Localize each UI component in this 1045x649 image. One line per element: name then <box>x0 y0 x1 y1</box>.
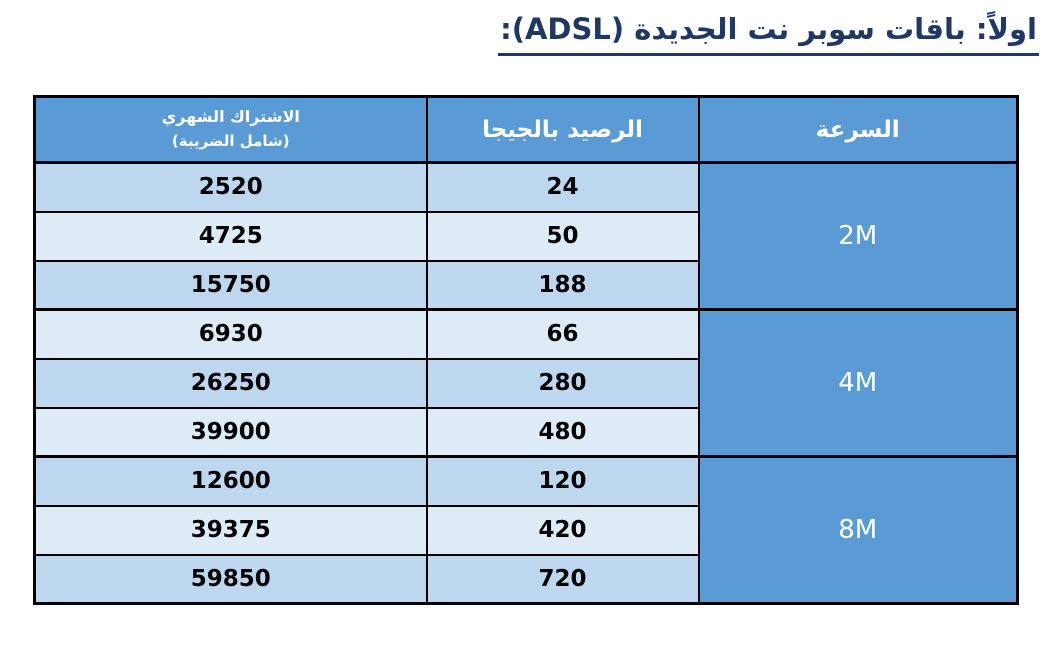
table-row <box>35 163 1018 212</box>
giga-cell: 720 <box>427 555 699 604</box>
header-row <box>35 97 1018 163</box>
table-body <box>35 163 1018 604</box>
giga-cell: 280 <box>427 359 699 408</box>
speed-cell-4m: 4M <box>699 310 1018 457</box>
giga-cell: 120 <box>427 457 699 506</box>
price-cell: 2520 <box>35 163 427 212</box>
speed-cell-2m: 2M <box>699 163 1018 310</box>
header-subscription-line1: الاشتراك الشهري <box>161 107 300 127</box>
giga-cell: 66 <box>427 310 699 359</box>
price-cell: 26250 <box>35 359 427 408</box>
speed-cell-8m: 8M <box>699 457 1018 604</box>
price-cell: 39375 <box>35 506 427 555</box>
page-title: اولاً: باقات سوبر نت الجديدة (ADSL): <box>498 10 1039 56</box>
price-cell: 6930 <box>35 310 427 359</box>
giga-cell: 420 <box>427 506 699 555</box>
price-cell: 15750 <box>35 261 427 310</box>
price-cell: 12600 <box>35 457 427 506</box>
giga-cell: 480 <box>427 408 699 457</box>
price-cell: 39900 <box>35 408 427 457</box>
price-cell: 4725 <box>35 212 427 261</box>
header-subscription <box>35 97 427 163</box>
header-subscription-line2: (شامل الضريبة) <box>171 132 290 151</box>
title-container <box>498 10 1039 56</box>
giga-cell: 24 <box>427 163 699 212</box>
packages-table <box>33 95 1019 605</box>
header-giga: الرصيد بالجيجا <box>427 97 699 163</box>
table-row <box>35 310 1018 359</box>
price-cell: 59850 <box>35 555 427 604</box>
table-header <box>35 97 1018 163</box>
giga-cell: 50 <box>427 212 699 261</box>
giga-cell: 188 <box>427 261 699 310</box>
header-speed: السرعة <box>699 97 1018 163</box>
table-row <box>35 457 1018 506</box>
